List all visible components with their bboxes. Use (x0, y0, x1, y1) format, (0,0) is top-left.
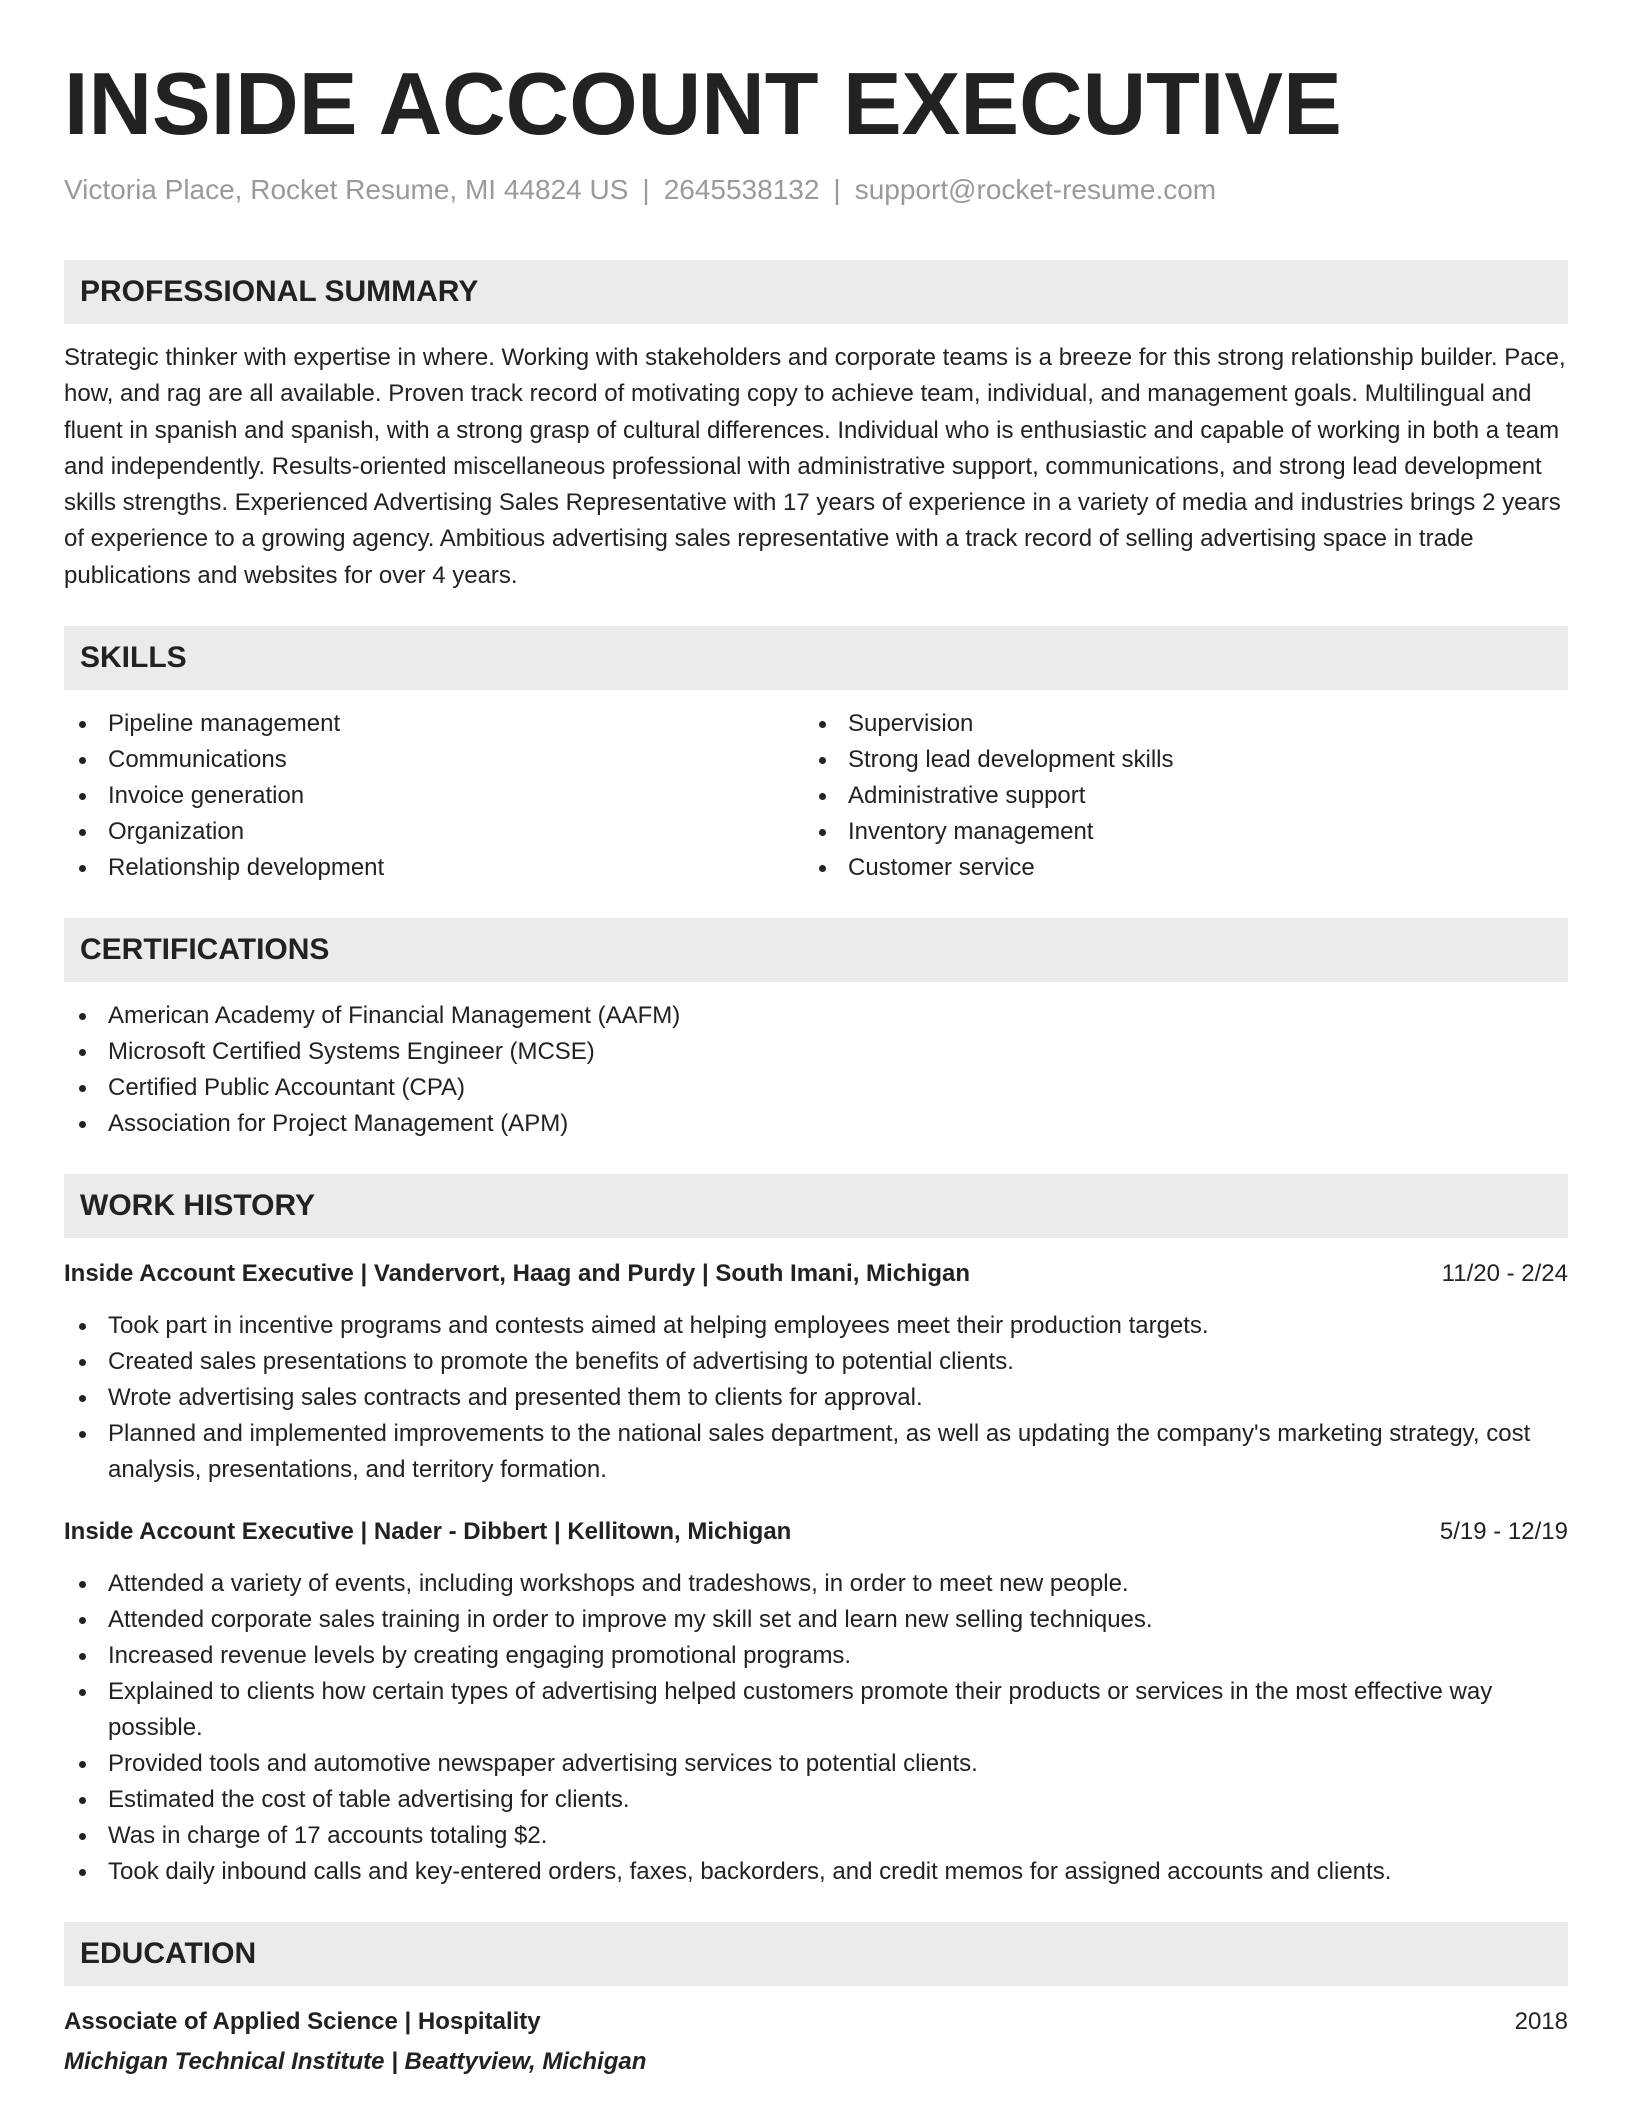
skill-item: Relationship development (64, 850, 804, 886)
job-bullet: Attended corporate sales training in order to improve my skill set and learn new selling techniques. (64, 1602, 1568, 1638)
skills-heading: SKILLS (64, 626, 1568, 690)
certification-item: Association for Project Management (APM) (64, 1106, 1568, 1142)
job-dates: 11/20 - 2/24 (1441, 1260, 1568, 1288)
certification-item: Microsoft Certified Systems Engineer (MCSE) (64, 1034, 1568, 1070)
skill-item: Inventory management (804, 814, 1544, 850)
job-header (64, 1256, 1568, 1292)
job-header (64, 1514, 1568, 1550)
job-bullet: Took part in incentive programs and contests aimed at helping employees meet their production targets. (64, 1308, 1568, 1344)
job-title: Inside Account Executive | Nader - Dibbert | Kellitown, Michigan (64, 1518, 792, 1546)
contact-email: support@rocket-resume.com (854, 174, 1217, 205)
education-school: Michigan Technical Institute | Beattyview, Michigan (64, 2048, 647, 2076)
job-bullet: Increased revenue levels by creating engaging promotional programs. (64, 1638, 1568, 1674)
job-bullet: Explained to clients how certain types of advertising helped customers promote their products or services in the most effective way possible. (64, 1674, 1568, 1746)
certification-item: Certified Public Accountant (CPA) (64, 1070, 1568, 1106)
skill-item: Organization (64, 814, 804, 850)
job-bullet: Wrote advertising sales contracts and presented them to clients for approval. (64, 1380, 1568, 1416)
certifications-heading: CERTIFICATIONS (64, 918, 1568, 982)
education-year: 2018 (1514, 2008, 1568, 2036)
skills-list (64, 706, 1568, 886)
education-degree: Associate of Applied Science | Hospitality (64, 2008, 541, 2036)
education-header (64, 2004, 1568, 2040)
job-entry (64, 1514, 1568, 1890)
job-bullet: Took daily inbound calls and key-entered orders, faxes, backorders, and credit memos for assigned accounts and clients. (64, 1854, 1568, 1890)
skill-item: Communications (64, 742, 804, 778)
skill-item: Supervision (804, 706, 1544, 742)
job-bullet: Was in charge of 17 accounts totaling $2. (64, 1818, 1568, 1854)
job-bullet: Created sales presentations to promote the benefits of advertising to potential clients. (64, 1344, 1568, 1380)
job-bullet: Planned and implemented improvements to the national sales department, as well as updating the company's marketing strategy, cost analysis, presentations, and territory formation. (64, 1416, 1568, 1488)
contact-line (64, 172, 1568, 208)
skill-item: Pipeline management (64, 706, 804, 742)
job-dates: 5/19 - 12/19 (1439, 1518, 1568, 1546)
summary-text: Strategic thinker with expertise in where. Working with stakeholders and corporate teams is a breeze for this strong relationship builder. Pace, how, and rag are all available. Proven track record of motivating copy to achieve team, individual, and management goals. Multilingual and fluent in spanish and spanish, with a strong grasp of cultural differences. Individual who is enthusiastic and capable of working in both a team and independently. Results-oriented miscellaneous professional with administrative support, communications, and strong lead development skills strengths. Experienced Advertising Sales Representative with 17 years of experience in a variety of media and industries brings 2 years of experience to a growing agency. Ambitious advertising sales representative with a track record of selling advertising space in trade publications and websites for over 4 years. (64, 344, 1566, 589)
skill-item: Invoice generation (64, 778, 804, 814)
skill-item: Administrative support (804, 778, 1544, 814)
contact-phone: 2645538132 (663, 174, 820, 205)
skill-item: Strong lead development skills (804, 742, 1544, 778)
skill-item: Customer service (804, 850, 1544, 886)
job-entry (64, 1256, 1568, 1488)
job-bullet: Estimated the cost of table advertising for clients. (64, 1782, 1568, 1818)
skills-column-left (64, 706, 804, 886)
job-bullets (64, 1566, 1568, 1890)
contact-address: Victoria Place, Rocket Resume, MI 44824 US (64, 174, 629, 205)
summary-heading: PROFESSIONAL SUMMARY (64, 260, 1568, 324)
job-bullet: Attended a variety of events, including workshops and tradeshows, in order to meet new people. (64, 1566, 1568, 1602)
resume-name: INSIDE ACCOUNT EXECUTIVE (64, 54, 1342, 153)
contact-separator: | (642, 174, 650, 205)
certifications-list (64, 998, 1568, 1142)
contact-separator: | (833, 174, 841, 205)
education-heading: EDUCATION (64, 1922, 1568, 1986)
certification-item: American Academy of Financial Management (AAFM) (64, 998, 1568, 1034)
job-bullet: Provided tools and automotive newspaper advertising services to potential clients. (64, 1746, 1568, 1782)
skills-column-right (804, 706, 1544, 886)
job-bullets (64, 1308, 1568, 1488)
work-history-heading: WORK HISTORY (64, 1174, 1568, 1238)
job-title: Inside Account Executive | Vandervort, Haag and Purdy | South Imani, Michigan (64, 1260, 971, 1288)
